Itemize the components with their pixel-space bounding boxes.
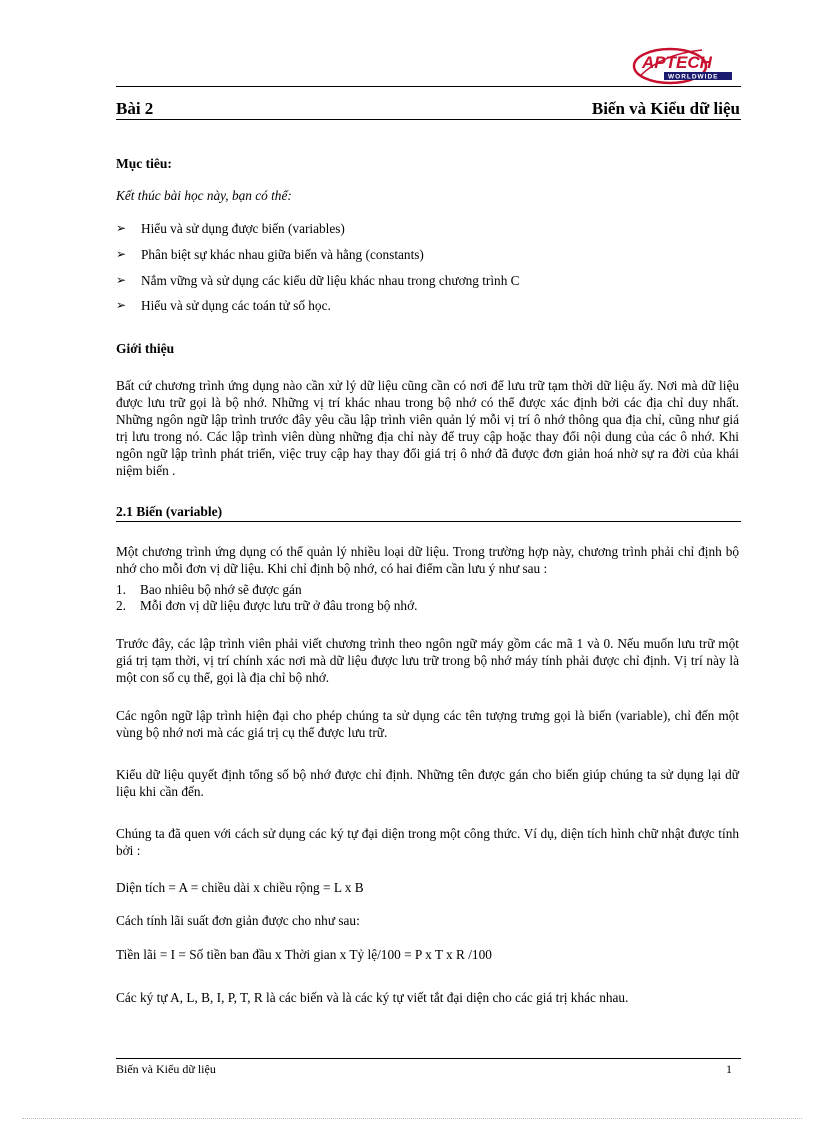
footer-title: Biến và Kiểu dữ liệu — [116, 1062, 216, 1076]
objectives-intro: Kết thúc bài học này, bạn có thể: — [116, 188, 292, 203]
intro-paragraph: Bất cứ chương trình ứng dụng nào cần xử lý dữ liệu cũng cần có nơi để lưu trữ tạm thời dữ liệu ấy. Nơi mà dữ liệu được lưu trữ gọi là bộ nhớ. Những vị trí khác nhau trong bộ nhớ có thể được xác định bởi các địa chỉ duy nhất. Những ngôn ngữ lập trình trước đây yêu cầu lập trình viên quản lý mỗi vị trí ô nhớ thông qua địa chỉ, cũng như giá trị lưu trong nó. Các lập trình viên dùng những địa chỉ này để truy cập hoặc thay đổi nội dung của các ô nhớ. Khi ngôn ngữ lập trình phát triển, việc truy cập hay thay đổi giá trị ô nhớ đã được đơn giản hoá nhờ sự ra đời của khái niệm biến . — [116, 378, 739, 478]
arrow-bullet-icon: ➢ — [116, 221, 127, 235]
arrow-bullet-icon: ➢ — [116, 298, 127, 312]
aptech-logo — [632, 46, 736, 86]
arrow-bullet-icon: ➢ — [116, 247, 127, 261]
formula-interest: Tiền lãi = I = Số tiền ban đầu x Thời gian x Tỷ lệ/100 = P x T x R /100 — [116, 947, 492, 962]
arrow-bullet-icon: ➢ — [116, 273, 127, 287]
logo-subtext: WORLDWIDE — [668, 73, 719, 81]
section-rule — [116, 521, 741, 522]
footer-rule — [116, 1058, 741, 1059]
section-paragraph-5: Chúng ta đã quen với cách sử dụng các ký tự đại diện trong một công thức. Ví dụ, diện tích hình chữ nhật được tính bởi : — [116, 826, 739, 858]
header-top-rule — [116, 86, 741, 87]
section-paragraph-3: Các ngôn ngữ lập trình hiện đại cho phép chúng ta sử dụng các tên tượng trưng gọi là biến (variable), chỉ đến một vùng bộ nhớ nơi mà các giá trị cụ thể được lưu trữ. — [116, 708, 739, 740]
page-edge-divider — [22, 1118, 802, 1119]
header-bottom-rule — [116, 119, 741, 120]
intro-heading: Giới thiệu — [116, 341, 175, 356]
section-2-1-heading: 2.1 Biến (variable) — [116, 504, 223, 519]
chapter-title: Biến và Kiểu dữ liệu — [591, 99, 740, 118]
chapter-label: Bài 2 — [116, 99, 154, 118]
objectives-heading: Mục tiêu: — [116, 156, 172, 171]
page-number: 1 — [726, 1062, 732, 1076]
logo-text: APTECH — [642, 53, 712, 72]
section-paragraph-6: Cách tính lãi suất đơn giản được cho như sau: — [116, 913, 360, 928]
section-paragraph-1: Một chương trình ứng dụng có thể quản lý nhiều loại dữ liệu. Trong trường hợp này, chương trình phải chỉ định bộ nhớ cho mỗi đơn vị dữ liệu. Khi chỉ định bộ nhớ, có hai điểm cần lưu ý như sau : — [116, 544, 739, 576]
formula-area: Diện tích = A = chiều dài x chiều rộng = L x B — [116, 880, 364, 895]
section-paragraph-2: Trước đây, các lập trình viên phải viết chương trình theo ngôn ngữ máy gồm các mã 1 và 0. Nếu muốn lưu trữ một giá trị tạm thời, vị trí chính xác nơi mà dữ liệu được lưu trữ trong bộ nhớ máy tính phải được chỉ định. Vị trí này là một con số cụ thể, gọi là địa chỉ bộ nhớ. — [116, 636, 739, 685]
section-paragraph-7: Các ký tự A, L, B, I, P, T, R là các biến và là các ký tự viết tắt đại diện cho các giá trị khác nhau. — [116, 990, 629, 1005]
section-paragraph-4: Kiểu dữ liệu quyết định tổng số bộ nhớ được chỉ định. Những tên được gán cho biến giúp chúng ta sử dụng lại dữ liệu khi cần đến. — [116, 767, 739, 799]
